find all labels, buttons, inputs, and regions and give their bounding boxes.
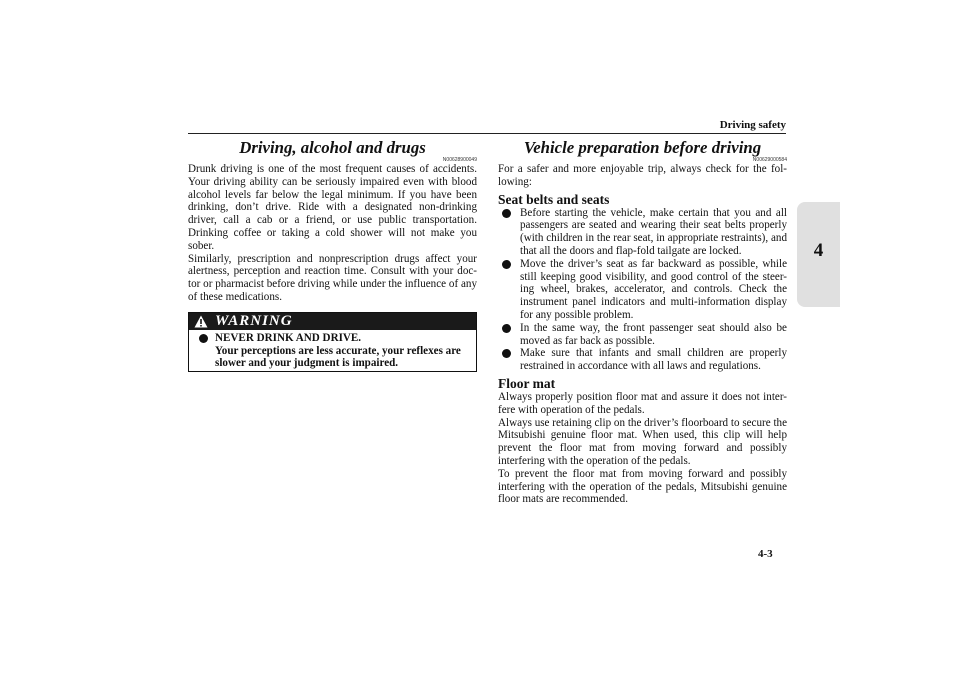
- section-code: N00629000584: [752, 157, 787, 163]
- right-column: [498, 138, 787, 506]
- list-item: Make sure that infants and small children are properly restrained in accordance with all laws and regulations.: [498, 347, 787, 373]
- section-heading-alcohol: Driving, alcohol and drugs: [239, 138, 426, 157]
- page-number: 4-3: [758, 548, 773, 560]
- warning-line: Your perceptions are less accurate, your reflexes are slower and your judgment is impaired.: [215, 344, 461, 370]
- bullet-icon: [502, 349, 511, 358]
- paragraph: Similarly, prescription and nonprescription drugs affect your alertness, perception and reaction time. Consult with your doc-tor or pharmacist before driving while under the influence of any of these medications.: [188, 252, 477, 303]
- intro-paragraph: For a safer and more enjoyable trip, always check for the fol-lowing:: [498, 163, 787, 188]
- chapter-tab: [797, 202, 840, 307]
- warning-body: [189, 330, 476, 370]
- list-item: Before starting the vehicle, make certain that you and all passengers are seated and wearing their seat belts properly (with children in the rear seat, in appropriate restraints), and that all the doors and flap-fold tailgate are locked.: [498, 207, 787, 258]
- warning-header: [189, 313, 476, 330]
- subheading-seat-belts: Seat belts and seats: [498, 191, 610, 207]
- paragraph: To prevent the floor mat from moving forward and possibly interfering with the operation of the pedals, Mitsubishi genuine floor mats are recommended.: [498, 467, 787, 506]
- paragraph: Always properly position floor mat and assure it does not inter-fere with operation of the pedals.: [498, 390, 787, 416]
- section-code: N00628900049: [442, 157, 477, 163]
- chapter-number: 4: [813, 240, 824, 261]
- warning-line: NEVER DRINK AND DRIVE.: [215, 331, 362, 344]
- header-rule: [188, 133, 786, 134]
- warning-box: [188, 312, 477, 372]
- bullet-icon: [502, 260, 511, 269]
- bullet-icon: [502, 324, 511, 333]
- bullet-icon: [199, 334, 208, 343]
- paragraph: Drunk driving is one of the most frequent causes of accidents. Your driving ability can be seriously impaired even with blood alcohol levels far below the legal minimum. If you have been drinking, don’t drive. Ride with a designated non-drinking driver, call a cab or a friend, or use public transportation. Drinking coffee or taking a cold shower will not make you sober.: [188, 163, 477, 252]
- seat-checklist: [498, 207, 787, 373]
- section-heading-preparation: Vehicle preparation before driving: [523, 138, 762, 157]
- list-item: In the same way, the front passenger seat should also be moved as far back as possible.: [498, 322, 787, 348]
- running-header: Driving safety: [719, 119, 786, 131]
- warning-triangle-icon: [194, 315, 208, 328]
- warning-label: WARNING: [215, 312, 293, 329]
- bullet-icon: [502, 209, 511, 218]
- list-item: Move the driver’s seat as far backward as possible, while still keeping good visibility, and good control of the steer-ing wheel, brakes, accelerator, and controls. Check the instrument panel indicators and multi-information display for any possible problem.: [498, 258, 787, 322]
- left-column: [188, 138, 477, 372]
- subheading-floor-mat: Floor mat: [498, 375, 556, 391]
- paragraph: Always use retaining clip on the driver’s floorboard to secure the Mitsubishi genuine floor mat. When used, this clip will help prevent the floor mat from moving forward and possibly interfering with the operation of the pedals.: [498, 416, 787, 467]
